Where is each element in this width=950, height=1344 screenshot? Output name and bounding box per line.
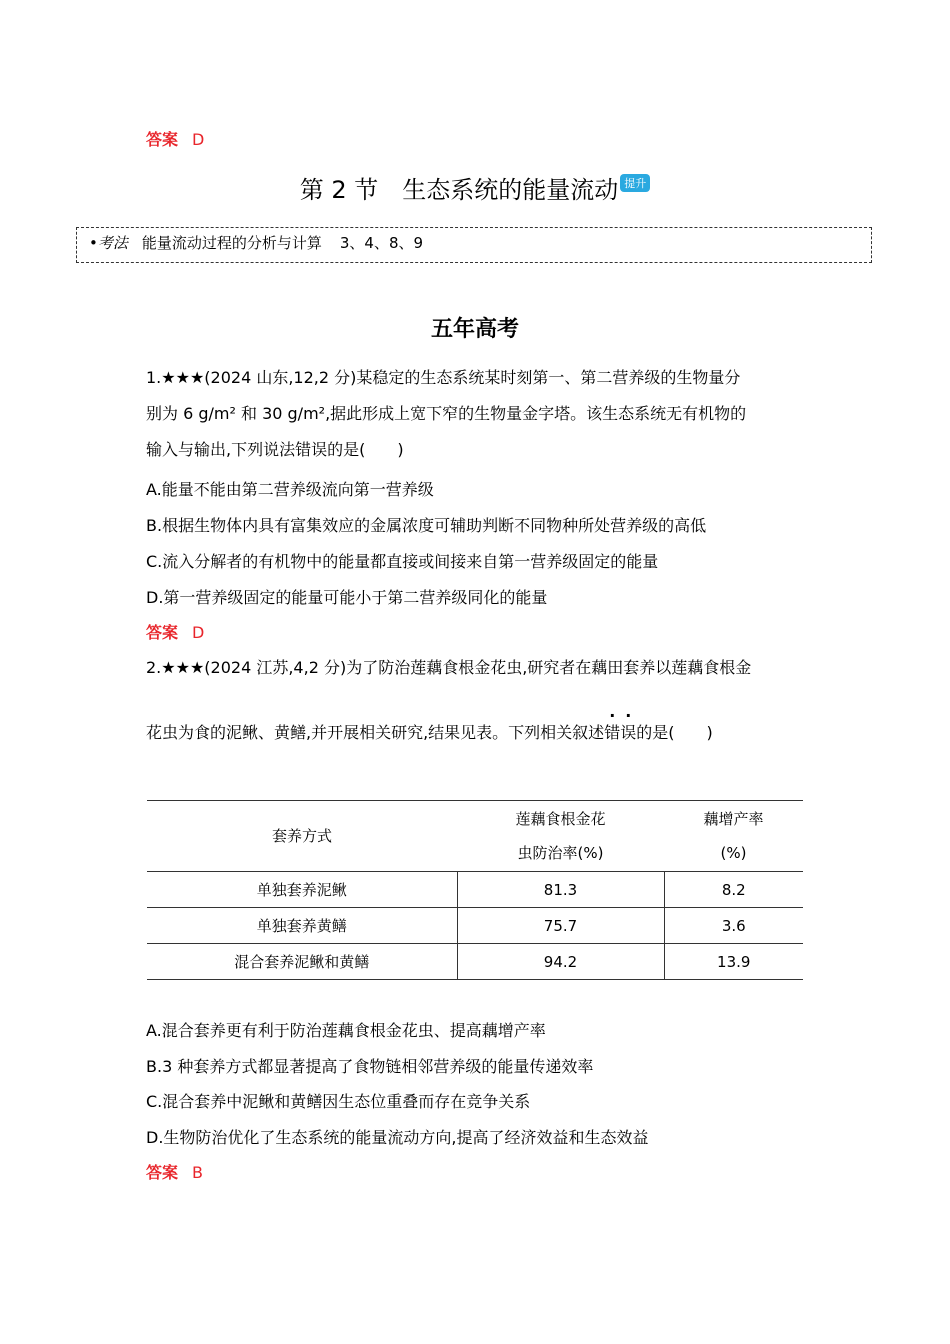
answer-label: 答案	[146, 623, 179, 642]
q2-line-2-pre: 花虫为食的泥鳅、黄鳝,并开展相关研究,结果见表。下列相关叙述	[146, 723, 605, 742]
table-cell: 13.9	[664, 944, 803, 980]
level-badge: 提升	[620, 174, 650, 192]
header-yield-rate: 藕增产率 (%)	[664, 801, 803, 872]
q1-line-1: 1.★★★(2024 山东,12,2 分)某稳定的生态系统某时刻第一、第二营养级的生物量分	[146, 368, 741, 387]
table-cell: 8.2	[664, 872, 803, 908]
q2-option-c: C.混合套养中泥鳅和黄鳝因生态位重叠而存在竞争关系	[146, 1092, 531, 1111]
emphasis-char: 错	[604, 723, 621, 742]
q2-option-a: A.混合套养更有利于防治莲藕食根金花虫、提高藕增产率	[146, 1021, 546, 1040]
q1-option-b: B.根据生物体内具有富集效应的金属浓度可辅助判断不同物种所处营养级的高低	[146, 516, 707, 535]
table-cell: 3.6	[664, 908, 803, 944]
answer-label: 答案	[146, 1163, 179, 1182]
bullet: •	[89, 234, 98, 252]
answer-value: B	[192, 1163, 203, 1182]
header-control-rate: 莲藕食根金花 虫防治率(%)	[457, 801, 664, 872]
table-row	[147, 944, 803, 980]
q2-answer	[146, 1160, 203, 1183]
answer-label: 答案	[146, 130, 179, 149]
q1-option-c: C.流入分解者的有机物中的能量都直接或间接来自第一营养级固定的能量	[146, 552, 659, 571]
answer-value: D	[192, 130, 205, 149]
table-cell: 单独套养泥鳅	[147, 872, 457, 908]
q2-line-2	[146, 720, 713, 743]
method-text: 能量流动过程的分析与计算	[141, 234, 322, 252]
section-title-text: 第 2 节 生态系统的能量流动	[299, 176, 619, 204]
method-points: 3、4、8、9	[339, 234, 424, 252]
previous-answer	[146, 127, 204, 150]
method-box	[76, 227, 872, 263]
table-cell: 单独套养黄鳝	[147, 908, 457, 944]
answer-value: D	[192, 623, 205, 642]
section-title	[0, 170, 950, 205]
table-header-row	[147, 801, 803, 872]
q1-line-2: 别为 6 g/m² 和 30 g/m²,据此形成上宽下窄的生物量金字塔。该生态系统无有机物的	[146, 404, 747, 423]
table-row	[147, 908, 803, 944]
method-tag: 考法	[97, 234, 128, 252]
q2-line-1: 2.★★★(2024 江苏,4,2 分)为了防治莲藕食根金花虫,研究者在藕田套养以莲藕食根金	[146, 658, 752, 677]
results-table	[147, 800, 803, 980]
q1-option-a: A.能量不能由第二营养级流向第一营养级	[146, 480, 434, 499]
q1-option-d: D.第一营养级固定的能量可能小于第二营养级同化的能量	[146, 588, 548, 607]
table-row	[147, 872, 803, 908]
table-cell: 94.2	[457, 944, 664, 980]
table-cell: 混合套养泥鳅和黄鳝	[147, 944, 457, 980]
q1-line-3: 输入与输出,下列说法错误的是( )	[146, 440, 404, 459]
part-title: 五年高考	[430, 317, 519, 342]
table-cell: 81.3	[457, 872, 664, 908]
header-method: 套养方式	[147, 801, 457, 872]
q1-answer	[146, 620, 204, 643]
table-cell: 75.7	[457, 908, 664, 944]
q2-option-b: B.3 种套养方式都显著提高了食物链相邻营养级的能量传递效率	[146, 1057, 594, 1076]
q2-line-2-post: 的是( )	[636, 723, 713, 742]
emphasis-char: 误	[620, 723, 637, 742]
q2-option-d: D.生物防治优化了生态系统的能量流动方向,提高了经济效益和生态效益	[146, 1128, 649, 1147]
